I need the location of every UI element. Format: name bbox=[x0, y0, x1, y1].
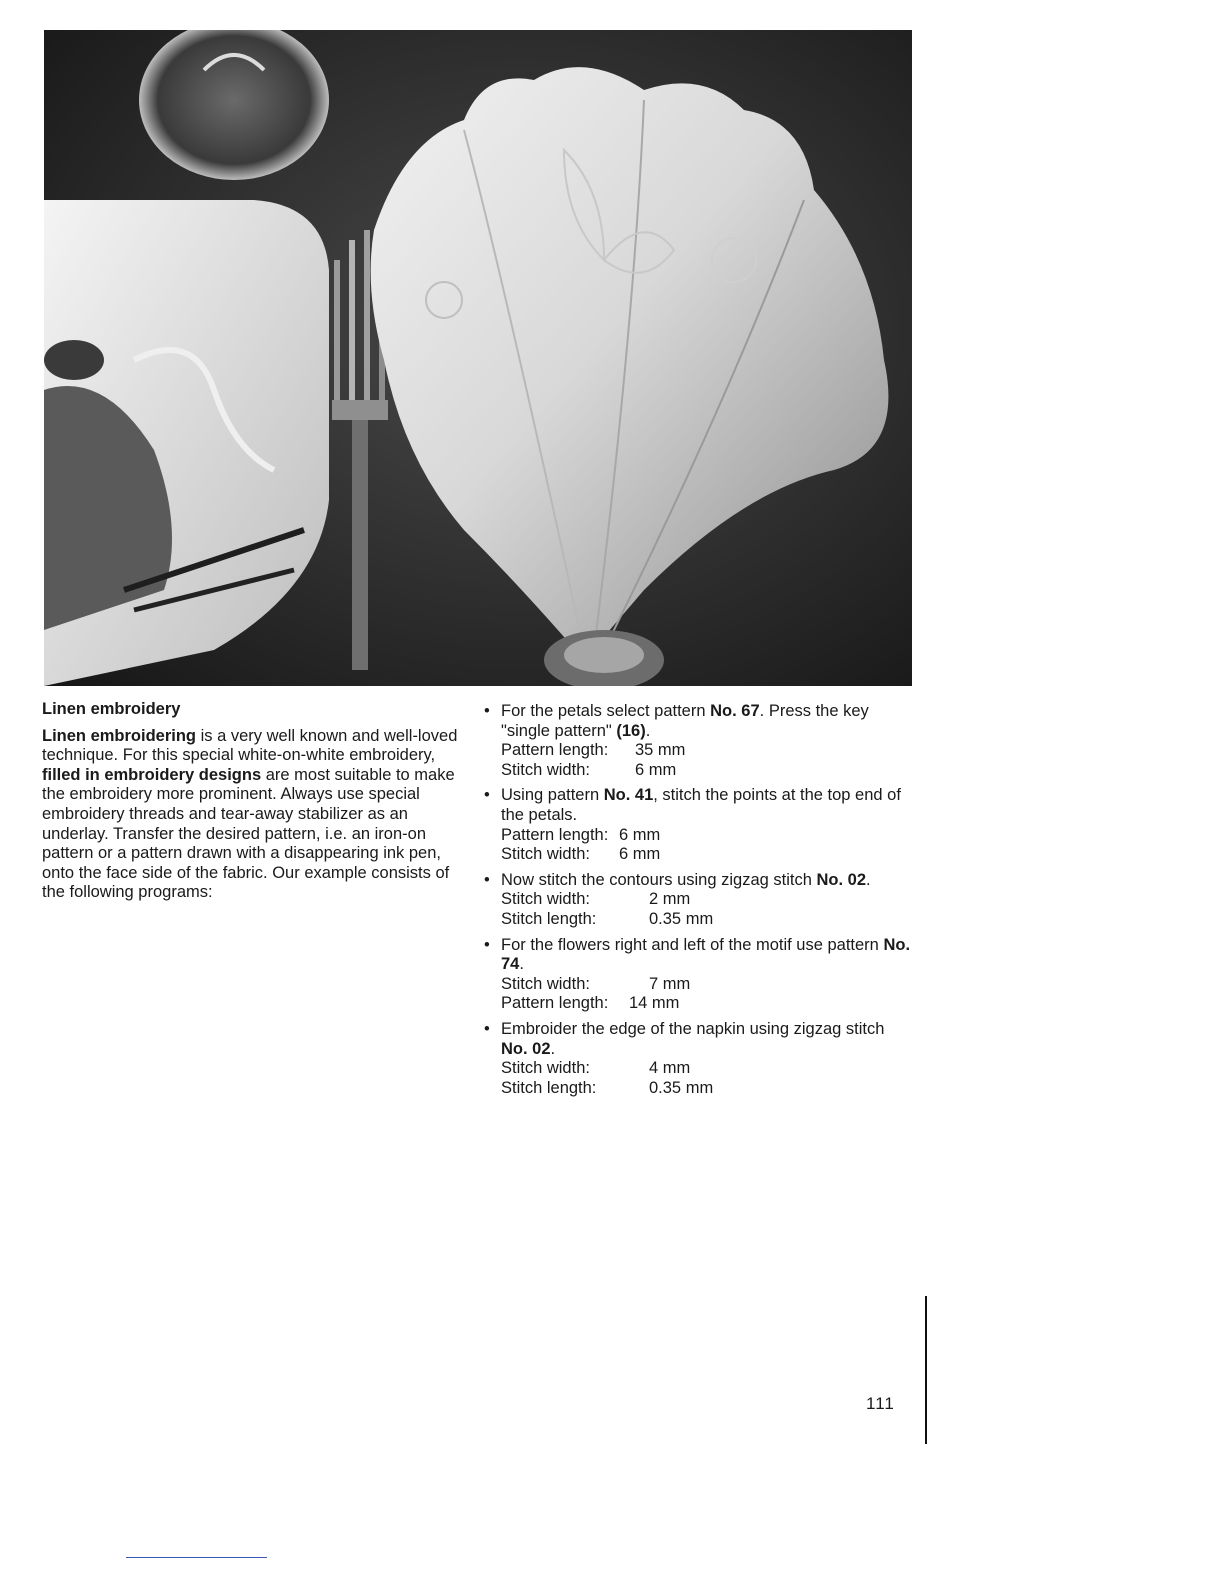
step-text-part: . bbox=[519, 955, 524, 974]
step-text-part: . Press the key "single pattern" bbox=[501, 702, 869, 740]
param-value: 0.35 mm bbox=[649, 1078, 714, 1097]
param-row bbox=[501, 1059, 914, 1079]
pattern-number: No. 74 bbox=[501, 935, 911, 974]
param-value: 2 mm bbox=[649, 890, 691, 909]
step-text bbox=[501, 1020, 914, 1059]
param-label: Stitch width: bbox=[501, 845, 590, 864]
param-value: 35 mm bbox=[635, 741, 686, 760]
pattern-number: No. 41 bbox=[603, 786, 654, 805]
step-item bbox=[484, 702, 914, 780]
intro-column bbox=[42, 700, 467, 903]
steps-column bbox=[484, 702, 914, 1104]
step-text-part: Embroider the edge of the napkin using zigzag stitch bbox=[501, 1019, 885, 1038]
intro-bold: Linen embroidering bbox=[42, 726, 197, 745]
param-value: 7 mm bbox=[649, 974, 691, 993]
param-row bbox=[501, 975, 914, 995]
step-item bbox=[484, 871, 914, 930]
param-row bbox=[501, 994, 914, 1014]
photo-illustration bbox=[44, 30, 912, 686]
param-label: Stitch width: bbox=[501, 1059, 590, 1078]
pattern-number: No. 02 bbox=[501, 1039, 551, 1058]
napkin-photo bbox=[44, 30, 912, 686]
page-number: 111 bbox=[866, 1394, 895, 1413]
step-text bbox=[501, 786, 914, 825]
bullet-dot: • bbox=[484, 870, 490, 889]
pattern-number: No. 02 bbox=[816, 870, 867, 889]
step-item bbox=[484, 786, 914, 864]
step-text bbox=[501, 871, 914, 891]
filled-designs-bold: filled in embroidery designs bbox=[42, 765, 262, 784]
param-row bbox=[501, 761, 914, 781]
param-label: Pattern length: bbox=[501, 825, 609, 844]
margin-rule bbox=[925, 1296, 927, 1444]
param-label: Stitch width: bbox=[501, 890, 590, 909]
param-label: Pattern length: bbox=[501, 741, 609, 760]
intro-text-2: are most suitable to make the embroidery more prominent. Always use special embroidery threads and tear-away stabilizer as an underlay. Transfer the desired pattern, i.e. an iron-on pattern or a pattern drawn with a disappearing ink pen, onto the face side of the fabric. Our example consists of the following programs: bbox=[42, 765, 455, 902]
step-item bbox=[484, 1020, 914, 1098]
param-label: Pattern length: bbox=[501, 994, 609, 1013]
param-value: 6 mm bbox=[635, 760, 677, 779]
section-heading: Linen embroidery bbox=[42, 700, 181, 718]
step-text-part: Using pattern bbox=[501, 786, 604, 805]
param-row bbox=[501, 845, 914, 865]
param-value: 6 mm bbox=[619, 845, 661, 864]
param-label: Stitch width: bbox=[501, 974, 590, 993]
bullet-dot: • bbox=[484, 935, 490, 954]
param-row bbox=[501, 890, 914, 910]
param-value: 6 mm bbox=[619, 825, 661, 844]
param-label: Stitch width: bbox=[501, 760, 590, 779]
step-text-part: . bbox=[866, 870, 871, 889]
intro-text-1: is a very well known and well-loved technique. For this special white-on-white embroidery, bbox=[42, 726, 458, 765]
step-text-part: , stitch the points at the top end of the petals. bbox=[501, 786, 901, 824]
param-value: 4 mm bbox=[649, 1059, 691, 1078]
footer-rule bbox=[126, 1557, 267, 1558]
step-text-part: Now stitch the contours using zigzag stitch bbox=[501, 870, 817, 889]
param-row bbox=[501, 910, 914, 930]
bullet-dot: • bbox=[484, 1019, 490, 1038]
param-label: Stitch length: bbox=[501, 1078, 597, 1097]
bullet-dot: • bbox=[484, 786, 490, 805]
pattern-number: No. 67 bbox=[710, 702, 760, 720]
param-value: 14 mm bbox=[629, 994, 680, 1013]
param-value: 0.35 mm bbox=[649, 909, 714, 928]
intro-paragraph bbox=[42, 727, 467, 903]
step-text-part: For the petals select pattern bbox=[501, 702, 711, 720]
step-text-part: For the flowers right and left of the motif use pattern bbox=[501, 935, 884, 954]
param-label: Stitch length: bbox=[501, 909, 597, 928]
param-row bbox=[501, 1079, 914, 1099]
bullet-dot: • bbox=[484, 702, 490, 720]
param-row bbox=[501, 826, 914, 846]
step-text bbox=[501, 702, 914, 741]
step-text-part: . bbox=[550, 1039, 556, 1058]
key-number: (16) bbox=[616, 721, 646, 740]
step-text-part: . bbox=[645, 721, 651, 740]
step-item bbox=[484, 936, 914, 1014]
param-row bbox=[501, 741, 914, 761]
step-text bbox=[501, 936, 914, 975]
